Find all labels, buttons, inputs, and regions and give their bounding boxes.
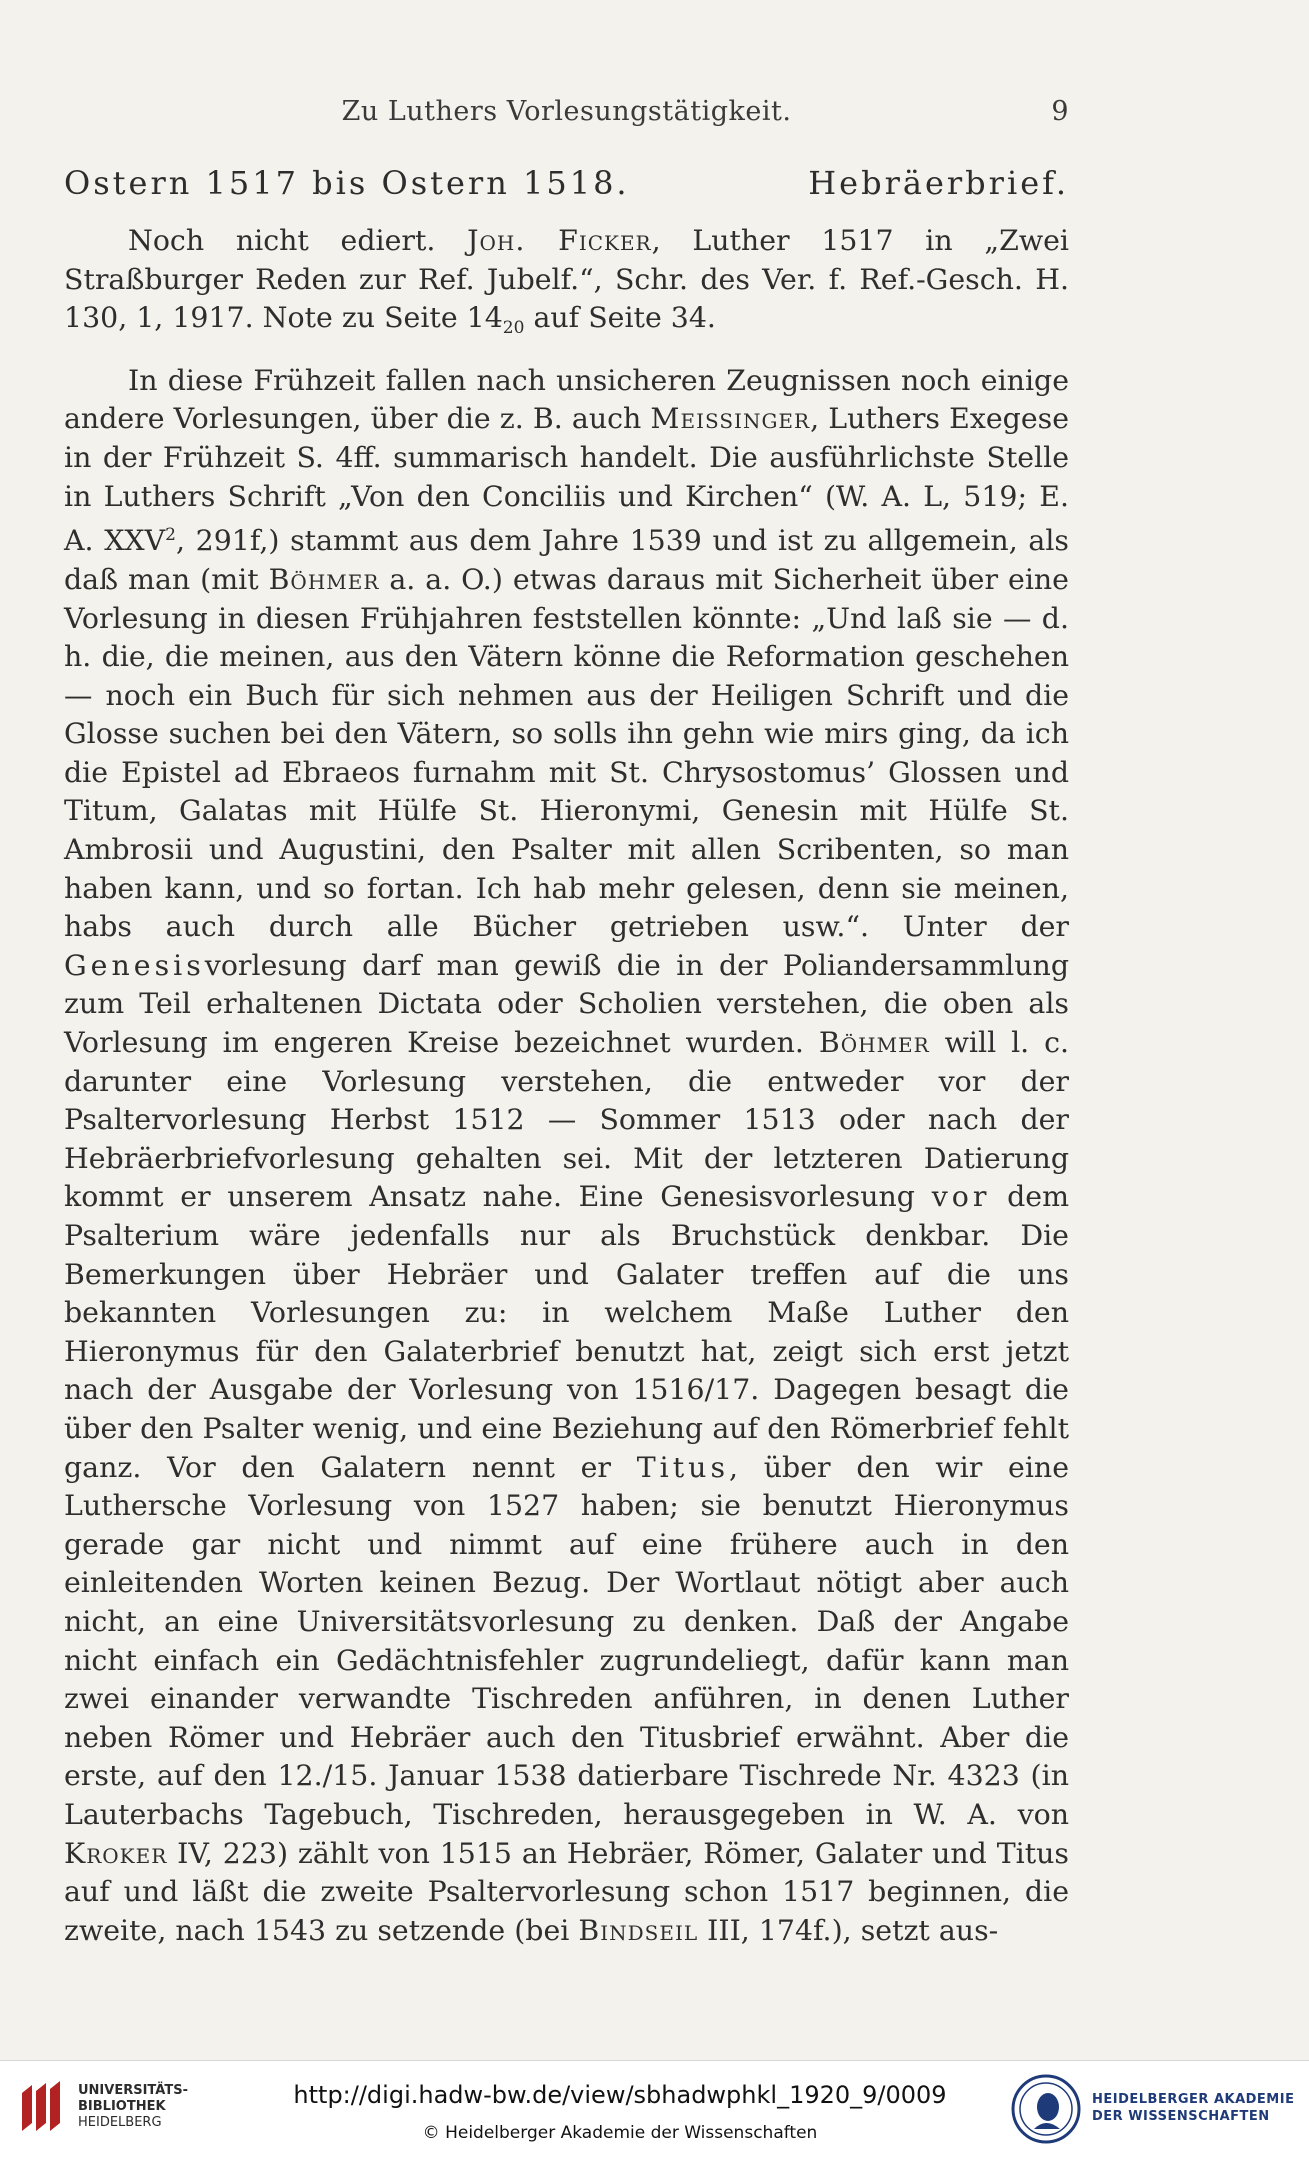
edition-note: Noch nicht ediert. Joh. Ficker, Luther 1517 in „Zwei Straßburger Reden zur Ref. Jubelf.“, Schr. des Ver. f. Ref.-Gesch. H. 130, 1, 1917. Note zu Seite $14_{20}$ auf Seite 34. bbox=[64, 224, 1070, 339]
section-heading-dates: Ostern 1517 bis Ostern 1518. bbox=[64, 164, 630, 202]
university-library-logo-icon bbox=[14, 2079, 74, 2139]
page-number: 9 bbox=[1051, 96, 1069, 127]
academy-name: HEIDELBERGER AKADEMIE DER WISSENSCHAFTEN bbox=[1092, 2092, 1295, 2124]
emphasis: Genesis bbox=[64, 948, 205, 982]
author-name: Kroker bbox=[64, 1836, 168, 1870]
copyright-notice: © Heidelberger Akademie der Wissenschaften bbox=[422, 2123, 818, 2143]
main-paragraph: In diese Frühzeit fallen nach unsicheren Zeugnissen noch einige andere Vorlesungen, über die z. B. auch Meissinger, Luthers Exegese in der Frühzeit S. 4ff. summarisch handelt. Die ausführlichste Stelle in Luthers Schrift „Von den Conciliis und Kirchen“ (W. A. L, 519; E. A. XXV$^2$, 291f,) stammt aus dem Jahre 1539 und ist zu allgemein, als daß man (mit Böhmer a. a. O.) etwas daraus mit Sicherheit über eine Vorlesung in diesen Frühjahren feststellen könnte: „Und laß sie — d. h. die, die meinen, aus den Vätern könne die Reformation geschehen — noch ein Buch für sich nehmen aus der Heiligen Schrift und die Glosse suchen bei den Vätern, so solls ihn gehn wie mirs ging, da ich die Epistel ad Ebraeos furnahm mit St. Chrysostomus’ Glossen und Titum, Galatas mit Hülfe St. Hieronymi, Genesin mit Hülfe St. Ambrosii und Augustini, den Psalter mit allen Scribenten, so man haben kann, und so fortan. Ich hab mehr gelesen, denn sie meinen, habs auch durch alle Bücher getrieben usw.“. Unter der Genesisvorlesung darf man gewiß die in der Poliandersammlung zum Teil erhaltenen Dictata oder Scholien verstehen, die oben als Vorlesung im engeren Kreise bezeichnet wurden. Böhmer will l. c. darunter eine Vorlesung verstehen, die entweder vor der Psaltervorlesung Herbst 1512 — Sommer 1513 oder nach der Hebräerbriefvorlesung gehalten sei. Mit der letzteren Datierung kommt er unserem Ansatz nahe. Eine Genesisvorlesung vor dem Psalterium wäre jedenfalls nur als Bruchstück denkbar. Die Bemerkungen über Hebräer und Galater treffen auf die uns bekannten Vorlesungen zu: in welchem Maße Luther den Hieronymus für den Galaterbrief benutzt hat, zeigt sich erst jetzt nach der Ausgabe der Vorlesung von 1516/17. Dagegen besagt die über den Psalter wenig, und eine Beziehung auf den Römerbrief fehlt ganz. Vor den Galatern nennt er Titus, über den wir eine Luthersche Vorlesung von 1527 haben; sie benutzt Hieronymus gerade gar nicht und nimmt auf eine frühere auch in den einleitenden Worten keinen Bezug. Der Wortlaut nötigt aber auch nicht, an eine Universitätsvorlesung zu denken. Daß der Angabe nicht einfach ein Gedächtnisfehler zugrundeliegt, dafür kann man zwei einander verwandte Tischreden anführen, in denen Luther neben Römer und Hebräer auch den Titusbrief erwähnt. Aber die erste, auf den 12./15. Januar 1538 datierbare Tischrede Nr. 4323 (in Lauterbachs Tagebuch, Tischreden, herausgegeben in W. A. von Kroker IV, 223) zählt von 1515 an Hebräer, Römer, Galater und Titus auf und läßt die zweite Psaltervorlesung schon 1517 beginnen, die zweite, nach 1543 zu setzende (bei Bindseil III, 174f.), setzt aus- bbox=[64, 363, 1070, 1947]
author-name: Böhmer bbox=[818, 1026, 930, 1060]
body-text bbox=[64, 222, 1069, 1950]
author-name: Bindseil bbox=[578, 1913, 699, 1947]
emphasis: Titus bbox=[636, 1450, 730, 1484]
author-name: Böhmer bbox=[268, 562, 380, 596]
emphasis: vor bbox=[931, 1180, 991, 1214]
author-name: Meissinger bbox=[650, 402, 811, 436]
running-head-title: Zu Luthers Vorlesungstätigkeit. bbox=[341, 96, 792, 127]
section-heading-topic: Hebräerbrief. bbox=[808, 164, 1069, 202]
section-heading bbox=[64, 164, 1069, 202]
source-url-link[interactable]: http://digi.hadw-bw.de/view/sbhadwphkl_1920_9/0009 bbox=[293, 2081, 947, 2109]
footer-bar bbox=[0, 2060, 1309, 2159]
academy-seal-icon bbox=[1010, 2073, 1082, 2145]
university-library-name: UNIVERSITÄTS- BIBLIOTHEK HEIDELBERG bbox=[78, 2083, 188, 2130]
author-name: Joh. Ficker bbox=[467, 224, 652, 257]
